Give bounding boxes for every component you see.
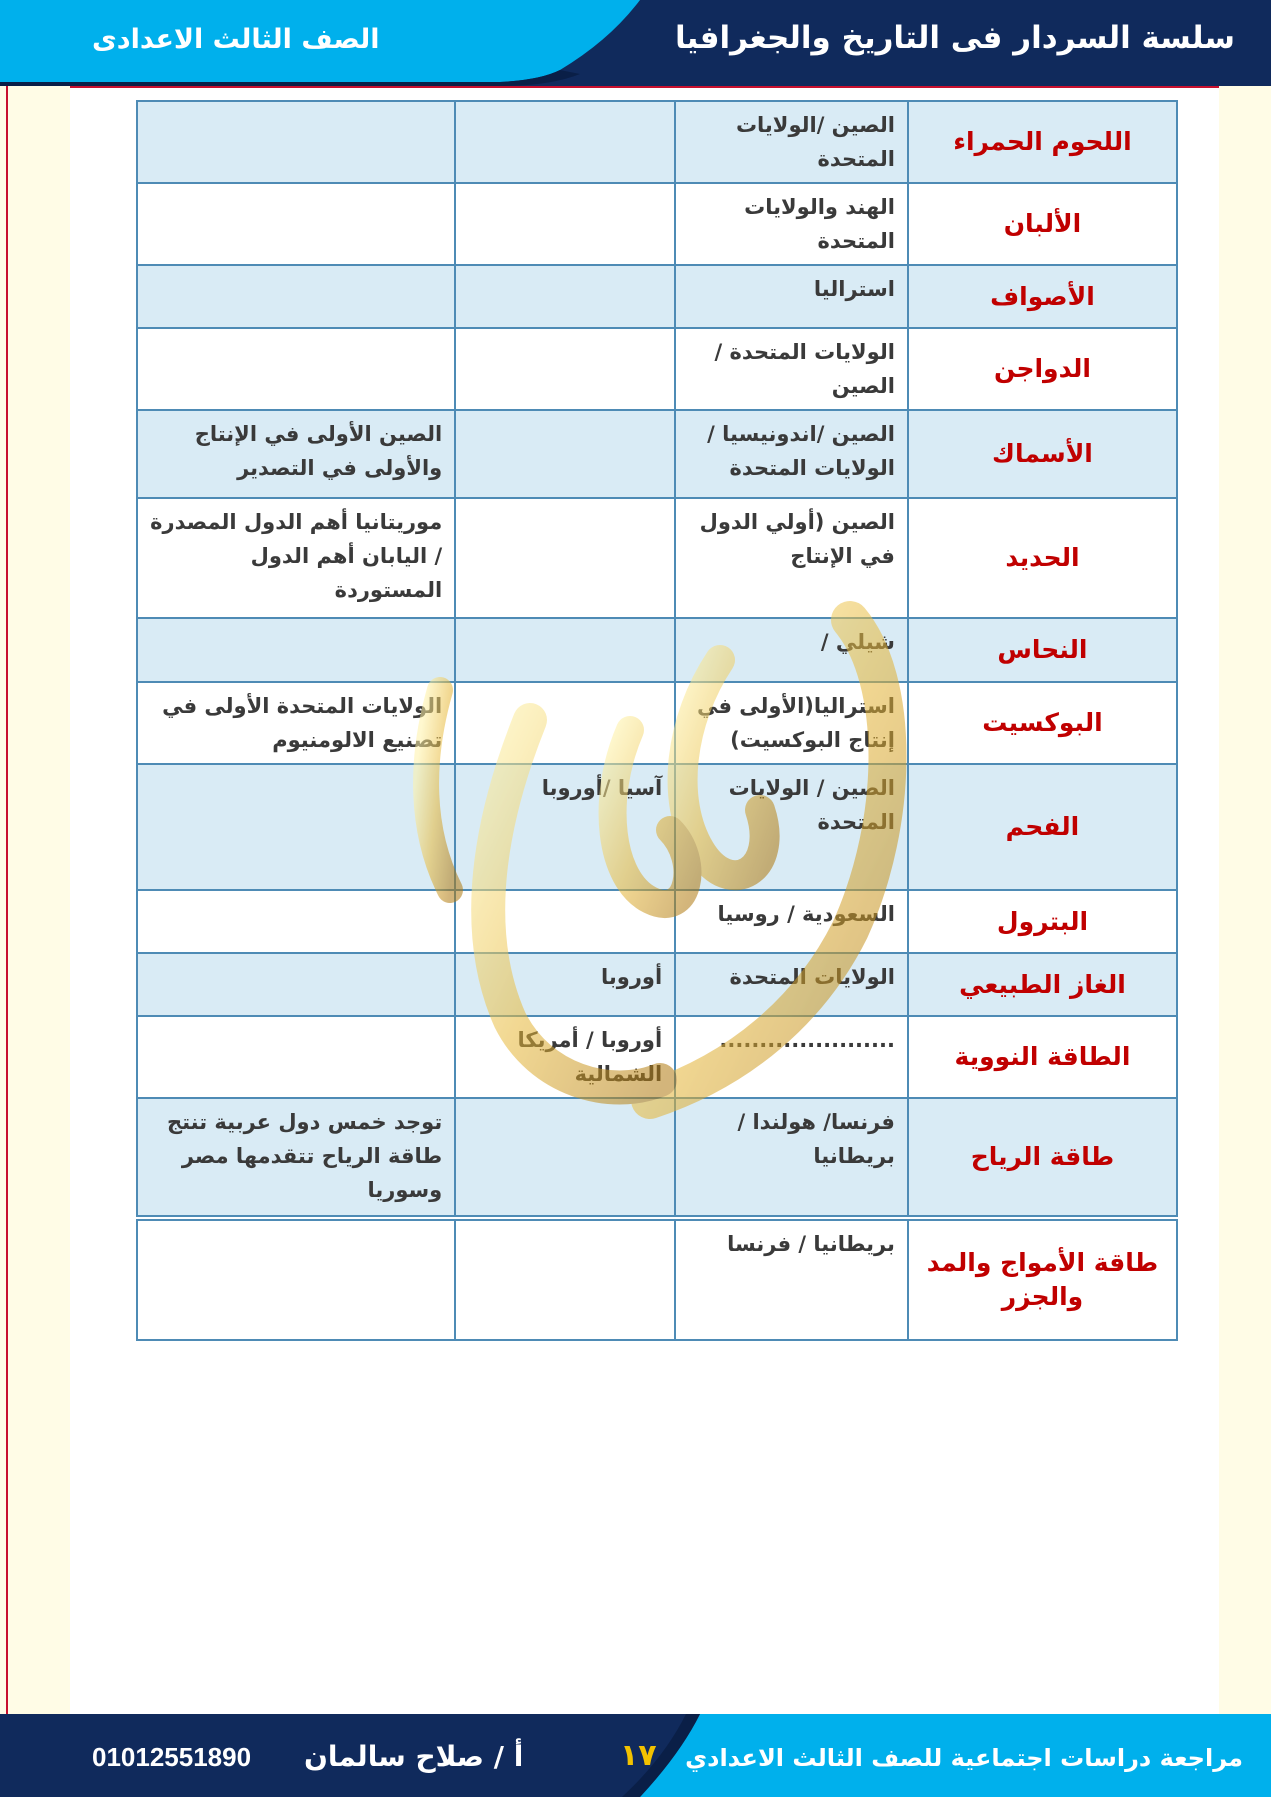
notes: موريتانيا أهم الدول المصدرة / اليابان أهم الدول المستوردة — [137, 498, 455, 618]
regions: أوروبا — [455, 953, 675, 1016]
resource-name: الأسماك — [908, 410, 1177, 498]
resource-name: البوكسيت — [908, 682, 1177, 764]
series-title: سلسة السردار فى التاريخ والجغرافيا — [674, 20, 1235, 56]
notes — [137, 890, 455, 953]
content-area — [70, 86, 1219, 1714]
resources-table — [136, 100, 1178, 1341]
regions — [455, 498, 675, 618]
resource-name: الغاز الطبيعي — [908, 953, 1177, 1016]
top-producers: استراليا(الأولى في إنتاج البوكسيت) — [675, 682, 908, 764]
regions — [455, 265, 675, 328]
resource-name: الحديد — [908, 498, 1177, 618]
regions: أوروبا / أمريكا الشمالية — [455, 1016, 675, 1098]
phone-number: 01012551890 — [92, 1742, 252, 1772]
table-row — [137, 328, 1177, 410]
notes: الولايات المتحدة الأولى في تصنيع الالومنيوم — [137, 682, 455, 764]
resource-name: الطاقة النووية — [908, 1016, 1177, 1098]
table-row — [137, 764, 1177, 890]
top-producers: الصين /الولايات المتحدة — [675, 101, 908, 183]
table-row — [137, 410, 1177, 498]
resource-name: البترول — [908, 890, 1177, 953]
notes — [137, 101, 455, 183]
teacher-name: أ / صلاح سالمان — [304, 1740, 524, 1773]
right-margin — [1219, 86, 1271, 1714]
top-producers: الصين /اندونيسيا /الولايات المتحدة — [675, 410, 908, 498]
top-producers: الولايات المتحدة — [675, 953, 908, 1016]
top-producers: فرنسا/ هولندا /بريطانيا — [675, 1098, 908, 1218]
top-producers: بريطانيا / فرنسا — [675, 1218, 908, 1340]
notes — [137, 328, 455, 410]
margin-line — [6, 86, 8, 1714]
table-row — [137, 618, 1177, 682]
top-producers: السعودية / روسيا — [675, 890, 908, 953]
top-producers: استراليا — [675, 265, 908, 328]
resource-name: الألبان — [908, 183, 1177, 265]
table-row — [137, 1098, 1177, 1218]
resource-name: الدواجن — [908, 328, 1177, 410]
resource-name: طاقة الرياح — [908, 1098, 1177, 1218]
grade-title: الصف الثالث الاعدادى — [92, 24, 380, 55]
table-row — [137, 1218, 1177, 1340]
notes — [137, 1218, 455, 1340]
notes — [137, 183, 455, 265]
review-text: مراجعة دراسات اجتماعية للصف الثالث الاعدادي — [685, 1744, 1243, 1772]
header-banner — [0, 0, 1271, 86]
top-producers: شيلي / — [675, 618, 908, 682]
notes — [137, 764, 455, 890]
resource-name: النحاس — [908, 618, 1177, 682]
regions — [455, 410, 675, 498]
footer-banner — [0, 1714, 1271, 1797]
table-row — [137, 265, 1177, 328]
regions — [455, 183, 675, 265]
resource-name: الأصواف — [908, 265, 1177, 328]
table-row — [137, 1016, 1177, 1098]
regions — [455, 101, 675, 183]
table-row — [137, 953, 1177, 1016]
top-producers: الهند والولايات المتحدة — [675, 183, 908, 265]
regions — [455, 328, 675, 410]
top-producers: ...................... — [675, 1016, 908, 1098]
table-row — [137, 682, 1177, 764]
regions: آسيا /أوروبا — [455, 764, 675, 890]
regions — [455, 890, 675, 953]
left-margin — [0, 86, 70, 1714]
regions — [455, 1098, 675, 1218]
resource-name: اللحوم الحمراء — [908, 101, 1177, 183]
table-row — [137, 498, 1177, 618]
resource-name: طاقة الأمواج والمد والجزر — [908, 1218, 1177, 1340]
notes — [137, 265, 455, 328]
top-producers: الصين (أولي الدول في الإنتاج — [675, 498, 908, 618]
notes: الصين الأولى في الإنتاج والأولى في التصدير — [137, 410, 455, 498]
regions — [455, 618, 675, 682]
table-row — [137, 101, 1177, 183]
regions — [455, 1218, 675, 1340]
notes: توجد خمس دول عربية تنتج طاقة الرياح تتقدمها مصر وسوريا — [137, 1098, 455, 1218]
top-rule — [70, 86, 1219, 88]
page-number: ١٧ — [620, 1738, 657, 1773]
table-row — [137, 890, 1177, 953]
top-producers: الصين / الولايات المتحدة — [675, 764, 908, 890]
notes — [137, 1016, 455, 1098]
notes — [137, 618, 455, 682]
resource-name: الفحم — [908, 764, 1177, 890]
table-row — [137, 183, 1177, 265]
notes — [137, 953, 455, 1016]
regions — [455, 682, 675, 764]
top-producers: الولايات المتحدة /الصين — [675, 328, 908, 410]
